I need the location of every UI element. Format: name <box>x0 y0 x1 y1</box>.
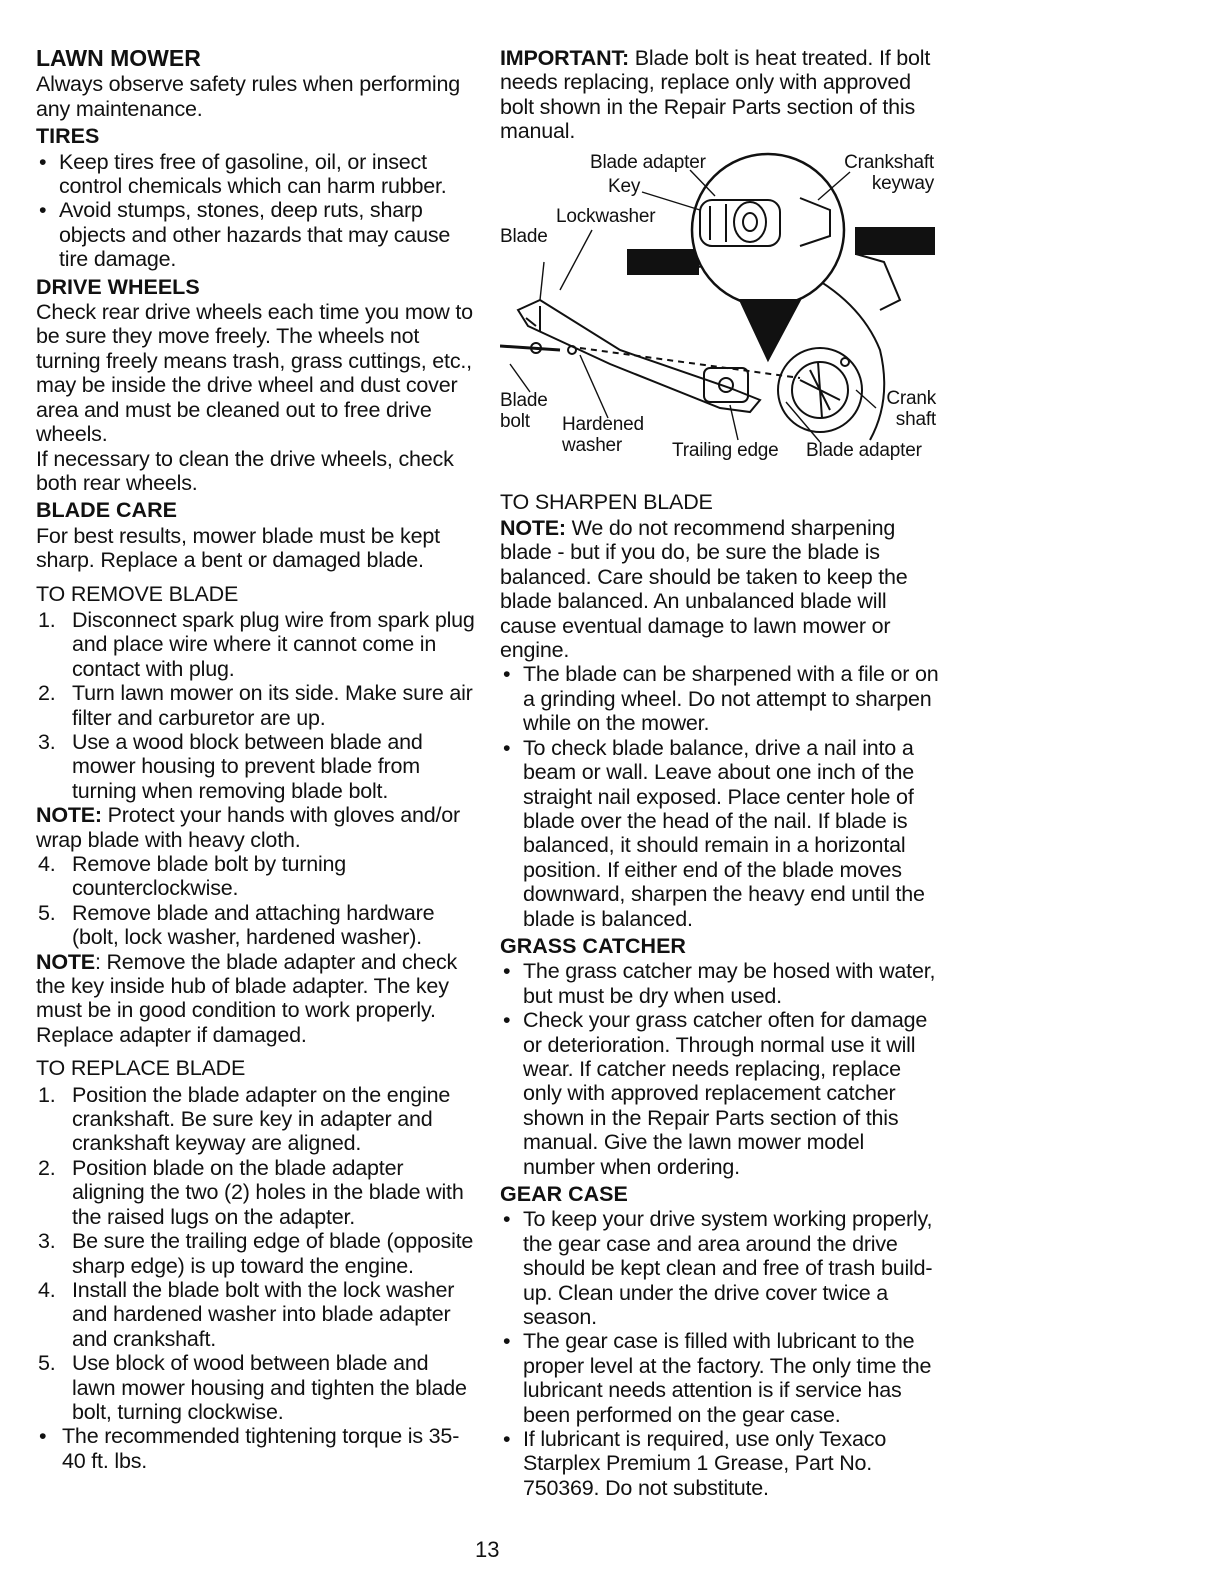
remove-steps-a <box>36 608 476 803</box>
heading-remove-blade: TO REMOVE BLADE <box>36 581 239 606</box>
left-column <box>36 46 476 1473</box>
list-item: • To keep your drive system working properly, the gear case and area around the drive should be kept clean and free of trash build-up. Clean under the drive cover twice a season. <box>500 1207 940 1329</box>
label-blade-adapter-bottom: Blade adapter <box>806 439 922 461</box>
torque-list <box>36 1424 476 1473</box>
blade-assembly-diagram <box>500 150 936 480</box>
label-blade-bolt: Blade bolt <box>500 389 548 432</box>
label-trailing-edge: Trailing edge <box>672 439 779 461</box>
right-column <box>500 46 940 1500</box>
list-item: • The blade can be sharpened with a file or on a grinding wheel. Do not attempt to sharpen while on the mower. <box>500 662 940 735</box>
list-item: 1. Disconnect spark plug wire from spark plug and place wire where it cannot come in contact with plug. <box>38 607 475 681</box>
replace-steps <box>36 1083 476 1425</box>
list-item: • Keep tires free of gasoline, oil, or insect control chemicals which can harm rubber. <box>36 150 476 199</box>
heading-drive-wheels: DRIVE WHEELS <box>36 274 200 299</box>
sharpen-note: NOTE: We do not recommend sharpening blade - but if you do, be sure the blade is balanced. Care should be taken to keep the blade balanced. An unbalanced blade will cause eventual damage to lawn mower or engine. <box>500 516 908 663</box>
list-item: • The grass catcher may be hosed with water, but must be dry when used. <box>500 959 940 1008</box>
heading-blade-care: BLADE CARE <box>36 498 177 523</box>
list-item: • Avoid stumps, stones, deep ruts, sharp objects and other hazards that may cause tire damage. <box>36 198 476 271</box>
drive-wheels-text-2: If necessary to clean the drive wheels, check both rear wheels. <box>36 446 454 495</box>
note-gloves: NOTE: Protect your hands with gloves and/or wrap blade with heavy cloth. <box>36 803 460 852</box>
label-blade: Blade <box>500 225 548 247</box>
list-item: 1. Position the blade adapter on the engine crankshaft. Be sure key in adapter and crankshaft keyway are aligned. <box>38 1082 451 1156</box>
sharpen-list <box>500 662 940 930</box>
heading-gear-case: GEAR CASE <box>500 1182 628 1206</box>
label-lockwasher: Lockwasher <box>556 205 656 227</box>
label-key: Key <box>608 175 641 197</box>
label-blade-adapter-top: Blade adapter <box>590 151 706 173</box>
list-item: • To check blade balance, drive a nail into a beam or wall. Leave about one inch of the straight nail exposed. Place center hole of blade over the head of the nail. If blade is balanced, it should remain in a horizontal position. If either end of the blade moves downward, sharpen the heavy end until the blade is balanced. <box>500 736 940 931</box>
heading-replace-blade: TO REPLACE BLADE <box>36 1056 246 1081</box>
important-note: IMPORTANT: Blade bolt is heat treated. If bolt needs replacing, replace only with approved bolt shown in the Repair Parts section of this manual. <box>500 46 931 144</box>
tires-list <box>36 150 476 272</box>
list-item: 5. Remove blade and attaching hardware (bolt, lock washer, hardened washer). <box>38 900 435 950</box>
note-adapter: NOTE: Remove the blade adapter and check the key inside hub of blade adapter. The key must be in good condition to work properly. Replace adapter if damaged. <box>36 949 458 1047</box>
list-item: 3. Be sure the trailing edge of blade (opposite sharp edge) is up toward the engine. <box>38 1229 474 1278</box>
list-item: • The recommended tightening torque is 35-40 ft. lbs. <box>36 1424 476 1473</box>
blade-care-text: For best results, mower blade must be kept sharp. Replace a bent or damaged blade. <box>36 523 440 573</box>
section-title-lawn-mower: LAWN MOWER <box>36 45 201 71</box>
grass-catcher-list <box>500 959 940 1179</box>
list-item: • Check your grass catcher often for damage or deterioration. Through normal use it will wear. If catcher needs replacing, replace only with approved replacement catcher shown in the Repair Parts section of this manual. Give the lawn mower model number when ordering. <box>500 1008 940 1179</box>
drive-wheels-text: Check rear drive wheels each time you mow to be sure they move freely. The wheels not turning freely means trash, grass cuttings, etc., may be inside the drive wheel and dust cover area and must be cleaned out to free drive wheels. <box>36 300 473 447</box>
intro-text: Always observe safety rules when performing any maintenance. <box>36 72 460 121</box>
list-item: 4. Remove blade bolt by turning counterclockwise. <box>38 852 347 901</box>
label-crankshaft-keyway: Crankshaft keyway <box>844 151 934 194</box>
heading-tires: TIRES <box>36 124 100 149</box>
page-number: 13 <box>475 1537 500 1562</box>
list-item: 2. Turn lawn mower on its side. Make sure air filter and carburetor are up. <box>38 681 473 730</box>
list-item: 3. Use a wood block between blade and mower housing to prevent blade from turning when removing blade bolt. <box>38 729 423 803</box>
remove-steps-b <box>36 852 476 950</box>
label-hardened-washer: Hardened washer <box>562 413 644 456</box>
heading-grass-catcher: GRASS CATCHER <box>500 933 686 958</box>
list-item: • The gear case is filled with lubricant to the proper level at the factory. The only time the lubricant needs attention is if service has been performed on the gear case. <box>500 1329 940 1427</box>
list-item: 4. Install the blade bolt with the lock washer and hardened washer into blade adapter and crankshaft. <box>38 1277 455 1351</box>
heading-sharpen-blade: TO SHARPEN BLADE <box>500 489 713 514</box>
list-item: • If lubricant is required, use only Texaco Starplex Premium 1 Grease, Part No. 750369. Do not substitute. <box>500 1427 940 1500</box>
list-item: 2. Position blade on the blade adapter aligning the two (2) holes in the blade with the raised lugs on the adapter. <box>38 1155 464 1229</box>
label-crank-shaft: Crank shaft <box>886 387 936 430</box>
list-item: 5. Use block of wood between blade and lawn mower housing and tighten the blade bolt, turning clockwise. <box>38 1351 467 1424</box>
gear-case-list <box>500 1207 940 1500</box>
